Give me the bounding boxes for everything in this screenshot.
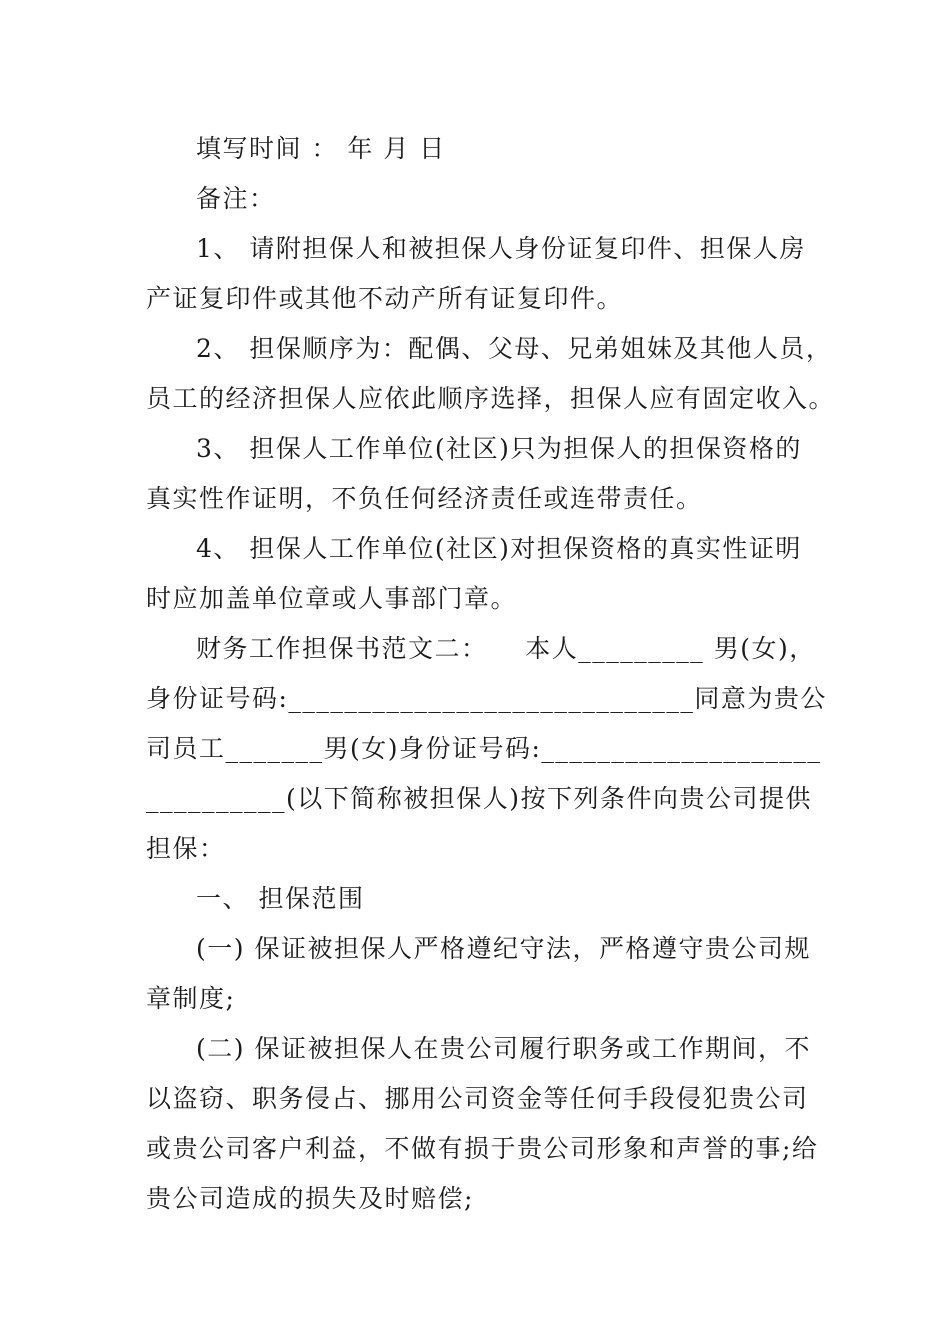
clause-2-line-3: 或贵公司客户利益，不做有损于贵公司形象和声誉的事;给 (146, 1134, 819, 1163)
section-1-heading: 一、 担保范围 (196, 884, 365, 913)
remark-3-line-2: 真实性作证明，不负任何经济责任或连带责任。 (146, 484, 703, 513)
remark-3-line-1: 3、 担保人工作单位(社区)只为担保人的担保资格的 (196, 434, 802, 463)
sample-two-intro-line: 财务工作担保书范文二： 本人_________ 男(女)， (196, 634, 816, 663)
remarks-heading: 备注： (196, 184, 276, 213)
remark-2-line-2: 员工的经济担保人应依此顺序选择，担保人应有固定收入。 (146, 384, 836, 413)
clause-2-line-1: (二) 保证被担保人在贵公司履行职务或工作期间，不 (196, 1034, 811, 1063)
clause-2-line-2: 以盗窃、职务侵占、挪用公司资金等任何手段侵犯贵公司 (146, 1084, 809, 1113)
remark-1-line-2: 产证复印件或其他不动产所有证复印件。 (146, 284, 624, 313)
remark-4-line-1: 4、 担保人工作单位(社区)对担保资格的真实性证明 (196, 534, 802, 563)
guarantee-line: 担保： (146, 834, 226, 863)
guaranteed-person-line: __________(以下简称被担保人)按下列条件向贵公司提供 (146, 784, 813, 813)
id-number-line: 身份证号码:_____________________________同意为贵公 (146, 684, 827, 713)
remark-1-line-1: 1、 请附担保人和被担保人身份证复印件、担保人房 (196, 234, 806, 263)
employee-line: 司员工_______男(女)身份证号码:____________________ (146, 734, 822, 763)
clause-2-line-4: 贵公司造成的损失及时赔偿; (146, 1184, 474, 1213)
clause-1-line-1: (一) 保证被担保人严格遵纪守法，严格遵守贵公司规 (196, 934, 811, 963)
remark-2-line-1: 2、 担保顺序为：配偶、父母、兄弟姐妹及其他人员， (196, 334, 833, 363)
clause-1-line-2: 章制度; (146, 984, 236, 1013)
remark-4-line-2: 时应加盖单位章或人事部门章。 (146, 584, 518, 613)
fill-date-line: 填写时间 ： 年 月 日 (196, 134, 446, 163)
